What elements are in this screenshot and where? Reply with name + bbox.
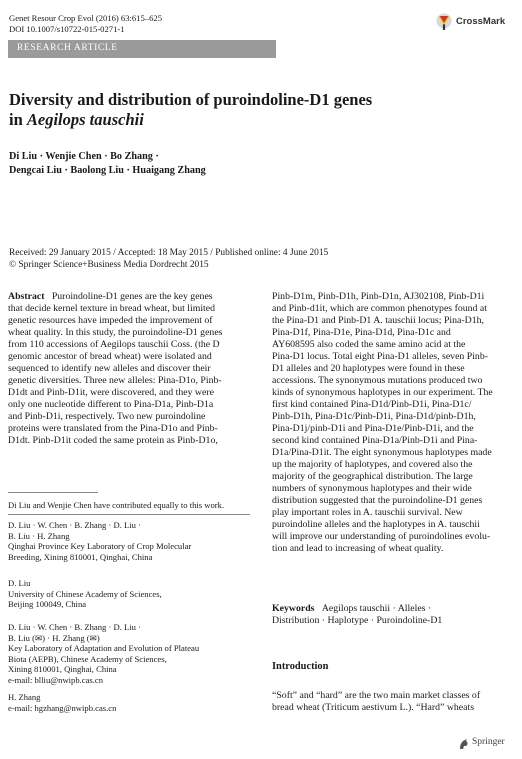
introduction-text [272, 690, 514, 714]
abstract-left [8, 291, 250, 447]
abstract-line: Pina-D1j/pinb-D1i and Pina-D1e/Pinb-D1i, and the [272, 423, 474, 434]
abstract-line: play important roles in A. tauschii survival. New [272, 507, 463, 518]
email-link[interactable]: e-mail: blliu@nwipb.cas.cn [8, 674, 104, 685]
abstract-line: that decide kernel texture in bread wheat, but limited [8, 303, 216, 314]
affiliation-line: D. Liu · W. Chen · B. Zhang · D. Liu · [8, 520, 141, 530]
affiliation-line: H. Zhang [8, 692, 41, 702]
keywords [272, 603, 514, 627]
abstract-line: AY608595 also coded the same amino acid at the [272, 339, 466, 350]
affiliation-line: Qinghai Province Key Laboratory of Crop Molecular [8, 541, 192, 551]
affiliation-block [8, 578, 250, 610]
title-line-1: Diversity and distribution of puroindoline-D1 genes [9, 90, 373, 109]
affiliation-line: Beijing 100049, China [8, 599, 87, 609]
crossmark-icon [436, 13, 452, 31]
abstract-line: the Pina-D1 and Pinb-D1 A. tauschii locus; Pina-D1h, [272, 315, 484, 326]
affiliation-line: D. Liu [8, 578, 31, 588]
abstract-line: Puroindoline-D1 genes are the key genes [51, 291, 213, 302]
intro-line: “Soft” and “hard” are the two main market classes of [272, 690, 481, 701]
abstract-line: sequenced to identify new alleles and discover their [8, 363, 211, 374]
abstract-line: and Pinb-D1i, respectively. Two new puroindoline [8, 411, 206, 422]
abstract-line: wheat quality. In this study, the puroindoline-D1 genes [8, 327, 223, 338]
affiliation-rule [8, 514, 250, 515]
intro-line: bread wheat (Triticum aestivum L.). “Hard” wheats [272, 702, 475, 713]
doi[interactable]: DOI 10.1007/s10722-015-0271-1 [9, 24, 125, 34]
abstract-line: only one nucleotide different to Pina-D1a, Pinb-D1a [8, 399, 214, 410]
abstract-line: majority of the geographical distribution. The large [272, 471, 473, 482]
crossmark-label: CrossMark [456, 16, 506, 27]
abstract-line: D1dt. Pinb-D1it coded the same protein as Pinb-D1o, [8, 435, 218, 446]
abstract-line: second kind contained Pina-D1a/Pinb-D1i and Pina- [272, 435, 478, 446]
authors-line-2: Dengcai Liu · Baolong Liu · Huaigang Zhang [9, 165, 206, 176]
abstract-line: genomic ancestor of bread wheat) were isolated and [8, 351, 212, 362]
journal-citation: Genet Resour Crop Evol (2016) 63:615–625 [9, 13, 162, 23]
authors-line-1: Di Liu · Wenjie Chen · Bo Zhang · [9, 151, 159, 162]
email-link[interactable]: e-mail: hgzhang@nwipb.cas.cn [8, 702, 117, 713]
abstract-line: up the majority of haplotypes, and covered also the [272, 459, 473, 470]
abstract-line: first kind contained Pina-D1d/Pinb-D1i, Pina-D1c/ [272, 399, 472, 410]
abstract-line: D1 alleles and 20 haplotypes were found in these [272, 363, 465, 374]
affiliation-line: Breeding, Xining 810001, Qinghai, China [8, 551, 153, 562]
abstract-line: puroindoline alleles and the haplotypes in A. tauschii [272, 519, 480, 530]
author-list [9, 150, 206, 178]
keywords-line: Distribution · Haplotype · Puroindoline-D1 [272, 615, 443, 626]
affiliation-line: Key Laboratory of Adaptation and Evolution of Plateau [8, 643, 200, 653]
article-title [9, 90, 489, 130]
abstract-line: distribution suggested that the puroindoline-D1 genes [272, 495, 483, 506]
affiliation-line: B. Liu · H. Zhang [8, 530, 70, 541]
affiliation-line: D. Liu · W. Chen · B. Zhang · D. Liu · [8, 622, 141, 632]
article-type-label: RESEARCH ARTICLE [17, 43, 118, 53]
title-line-2: in Aegilops tauschii [9, 110, 144, 129]
abstract-line: proteins were translated from the Pina-D1o and Pinb- [8, 423, 218, 434]
affiliation-line: B. Liu (✉) · H. Zhang (✉) [8, 632, 100, 643]
abstract-line: D1dt and Pinb-D1it, were discovered, and they were [8, 387, 214, 398]
article-type-bar [8, 40, 276, 58]
crossmark-badge[interactable] [436, 12, 516, 32]
affiliation-line: Biota (AEPB), Chinese Academy of Sciences, [8, 653, 167, 664]
affiliation-block [8, 622, 250, 685]
publisher-name: Springer [472, 737, 505, 747]
keywords-label: Keywords [272, 603, 315, 614]
affiliation-block [8, 692, 250, 713]
keywords-line: Aegilops tauschii · Alleles · [321, 603, 432, 614]
springer-horse-icon [458, 738, 470, 750]
abstract-right [272, 291, 514, 555]
affiliation-block [8, 520, 250, 562]
abstract-line: tion and lead to increasing of wheat quality. [272, 543, 444, 554]
introduction-heading: Introduction [272, 661, 329, 672]
abstract-line: will improve our understanding of puroindolines evolu- [272, 531, 491, 542]
abstract-label: Abstract [8, 291, 45, 302]
abstract-line: genetic resources have impeded the improvement of [8, 315, 213, 326]
copyright-line: © Springer Science+Business Media Dordrecht 2015 [9, 259, 209, 270]
abstract-line: kinds of synonymous haplotypes in our experiment. The [272, 387, 493, 398]
affiliation-line: Xining 810001, Qinghai, China [8, 664, 117, 674]
abstract-line: numbers of synonymous haplotypes and their wide [272, 483, 472, 494]
abstract-line: D1a/Pina-D1it. The eight synonymous haplotypes made [272, 447, 492, 458]
abstract-line: Pinb-D1m, Pinb-D1h, Pinb-D1n, AJ302108, Pinb-D1i [272, 291, 485, 302]
abstract-line: Pina-D1f, Pina-D1e, Pina-D1d, Pina-D1c and [272, 327, 451, 338]
abstract-line: accessions. The synonymous mutations produced two [272, 375, 483, 386]
abstract-line: from 110 accessions of Aegilops tauschii Coss. (the D [8, 339, 220, 350]
equal-contribution-note: Di Liu and Wenjie Chen have contributed equally to this work. [8, 500, 225, 510]
publication-dates [9, 248, 328, 271]
footnote-rule [8, 492, 98, 493]
dates-line: Received: 29 January 2015 / Accepted: 18 May 2015 / Published online: 4 June 2015 [9, 248, 329, 258]
affiliation-line: University of Chinese Academy of Sciences, [8, 588, 162, 599]
abstract-line: genetic diversities. Three new alleles: Pina-D1o, Pinb- [8, 375, 222, 386]
abstract-line: Pinb-D1h, Pina-D1c/Pinb-D1i, Pina-D1d/pinb-D1h, [272, 411, 476, 422]
abstract-line: and Pinb-d1it, which are common phenotypes found at [272, 303, 487, 314]
abstract-line: Pina-D1 locus. Total eight Pina-D1 alleles, seven Pinb- [272, 351, 488, 362]
